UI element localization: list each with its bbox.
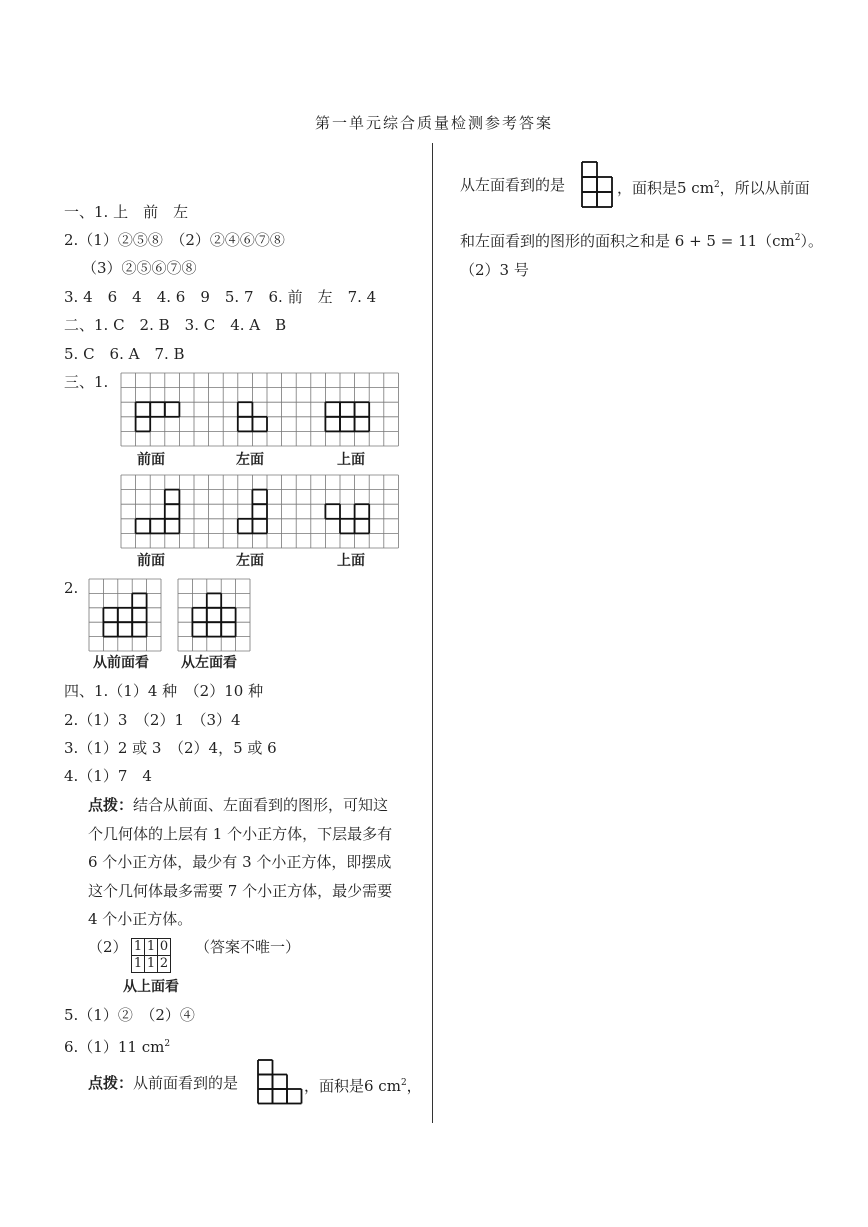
grid-views-row1: [120, 372, 402, 448]
answer-1-3: 3. 4 6 4 4. 6 9 5. 7 6. 前 左 7. 4: [64, 288, 377, 306]
answer-1-2a: 2.（1）②⑤⑧ （2）②④⑥⑦⑧: [64, 231, 285, 249]
caption-left-2: 左面: [236, 553, 264, 569]
right-line2-a: 和左面看到的图形的面积之和是 6 + 5 = 11（cm: [460, 232, 795, 250]
left-view-shape: [581, 161, 615, 209]
superscript: 2: [164, 1039, 171, 1049]
answer-3-1: 三、1.: [64, 373, 109, 391]
answer-1-2b: （3）②⑤⑥⑦⑧: [82, 259, 197, 277]
answer-4-4: 4.（1）7 4: [64, 767, 152, 785]
caption-left-1: 左面: [236, 452, 264, 468]
answer-4-6-text: 6.（1）11 cm: [64, 1038, 165, 1056]
cell: 1: [132, 939, 145, 956]
tip-1-line1: [88, 795, 388, 815]
tip-2-tail: [304, 1073, 422, 1096]
right-line3: （2）3 号: [460, 261, 529, 279]
right-line2: [460, 228, 823, 251]
tip-1-line2: 个几何体的上层有 1 个小正方体，下层最多有: [88, 825, 393, 843]
right-line1-b: [617, 175, 810, 198]
answer-4-6: [64, 1034, 170, 1057]
grid-front-view: [88, 578, 163, 653]
tip-label-2: 点拨：: [88, 1074, 134, 1092]
cell: 1: [145, 939, 158, 956]
tip-1-line3: 6 个小正方体，最少有 3 个小正方体，即摆成: [88, 853, 392, 871]
page-title: 第一单元综合质量检测参考答案: [314, 114, 553, 132]
right-line1-b-text: ，面积是5 cm: [617, 179, 714, 197]
tip-1-line4: 这个几何体最多需要 7 个小正方体，最少需要: [88, 882, 393, 900]
caption-top-2: 上面: [337, 553, 365, 569]
tip-label: 点拨：: [88, 796, 134, 814]
cell: 1: [145, 956, 158, 973]
cell: 2: [158, 956, 171, 973]
top-view-table: [131, 938, 171, 973]
superscript: 2: [713, 180, 720, 190]
table-note: （答案不唯一）: [195, 938, 301, 956]
answer-2-5: 5. C 6. A 7. B: [64, 345, 185, 363]
tip-1-line5: 4 个小正方体。: [88, 910, 193, 928]
answer-4-5: 5.（1）② （2）④: [64, 1006, 195, 1024]
right-line2-c: ）。: [800, 232, 824, 250]
cell: 1: [132, 956, 145, 973]
tip-1-text1: 结合从前面、左面看到的图形，可知这: [133, 796, 389, 814]
cell: 0: [158, 939, 171, 956]
tip-2-text-c: ，: [406, 1077, 422, 1095]
answer-2-1: 二、1. C 2. B 3. C 4. A B: [64, 316, 287, 334]
grid-left-view: [177, 578, 252, 653]
grid-views-row2: [120, 474, 402, 550]
answer-4-4b: （2）: [88, 938, 128, 956]
caption-from-top: 从上面看: [123, 979, 179, 995]
answer-4-3: 3.（1）2 或 3 （2）4，5 或 6: [64, 739, 277, 757]
tip-2-text-a: 从前面看到的是: [133, 1074, 239, 1092]
front-view-shape: [257, 1059, 303, 1105]
answer-4-1: 四、1.（1）4 种 （2）10 种: [64, 682, 264, 700]
tip-2-text-b: ，面积是6 cm: [304, 1077, 401, 1095]
superscript: 2: [400, 1078, 407, 1088]
caption-from-left: 从左面看: [181, 655, 237, 671]
answer-3-2: 2.: [64, 579, 79, 597]
answer-1-1: 一、1. 上 前 左: [64, 203, 189, 221]
right-line1-a: 从左面看到的是: [460, 176, 566, 194]
column-divider: [432, 143, 433, 1123]
caption-front-1: 前面: [137, 452, 165, 468]
tip-2-line: [88, 1073, 238, 1093]
caption-from-front: 从前面看: [93, 655, 149, 671]
answer-4-2: 2.（1）3 （2）1 （3）4: [64, 711, 241, 729]
superscript: 2: [794, 233, 801, 243]
right-line1-c-text: ，所以从前面: [719, 179, 810, 197]
caption-front-2: 前面: [137, 553, 165, 569]
caption-top-1: 上面: [337, 452, 365, 468]
